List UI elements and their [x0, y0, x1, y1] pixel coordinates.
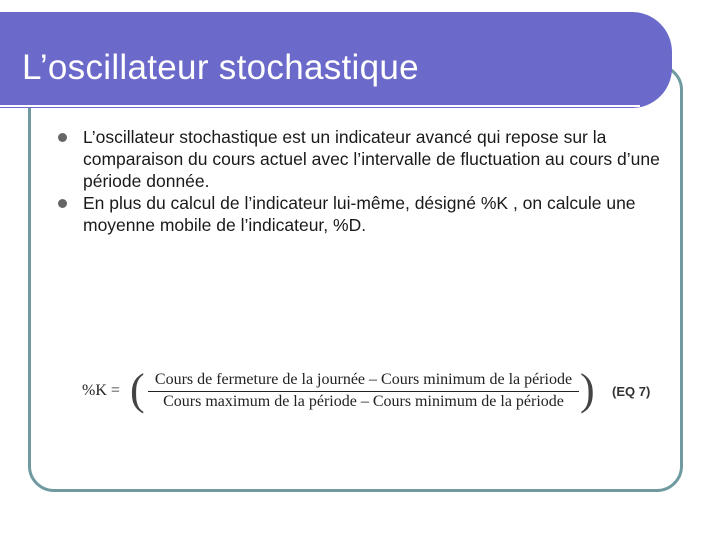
title-bar — [0, 12, 672, 108]
formula-lhs: %K = — [82, 382, 120, 399]
slide-title: L’oscillateur stochastique — [22, 48, 419, 87]
bullet-item — [58, 192, 668, 236]
bullet-text: En plus du calcul de l’indicateur lui-même, désigné %K , on calcule une moyenne mobile de l’indicateur, %D. — [83, 193, 636, 235]
right-paren: ) — [580, 365, 595, 414]
bullet-list — [58, 126, 668, 236]
equation-label: (EQ 7) — [612, 384, 651, 399]
formula-numerator: Cours de fermeture de la journée – Cours minimum de la période — [154, 371, 573, 388]
bullet-text: L’oscillateur stochastique est un indicateur avancé qui repose sur la comparaison du cours actuel avec l’intervalle de fluctuation au cours d’une période donnée. — [83, 127, 660, 191]
bullet-dot-icon — [58, 133, 67, 142]
bullet-item — [58, 126, 668, 192]
bullet-dot-icon — [58, 199, 67, 208]
formula-denominator: Cours maximum de la période – Cours minimum de la période — [163, 393, 564, 410]
left-paren: ( — [130, 365, 145, 414]
formula-fraction — [146, 371, 581, 411]
title-underline — [0, 105, 640, 107]
